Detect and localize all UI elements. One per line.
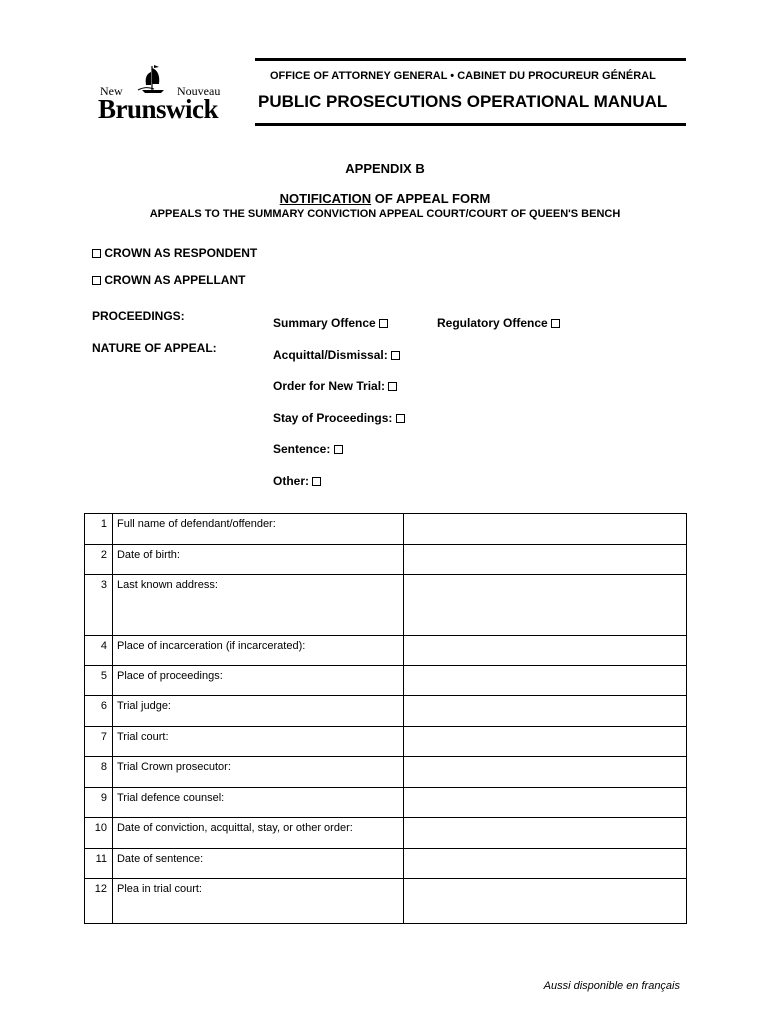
row-label: Trial Crown prosecutor:: [112, 757, 403, 788]
regulatory-offence-label: Regulatory Offence: [437, 316, 548, 330]
address-field[interactable]: [403, 575, 686, 636]
ship-emblem-icon: [134, 64, 170, 94]
row-label: Last known address:: [112, 575, 403, 636]
appendix-title: APPENDIX B: [345, 161, 425, 176]
form-title: [0, 191, 770, 206]
plea-field[interactable]: [403, 879, 686, 924]
office-title: OFFICE OF ATTORNEY GENERAL • CABINET DU PROCUREUR GÉNÉRAL: [270, 70, 656, 82]
incarceration-field[interactable]: [403, 636, 686, 666]
row-label: Place of proceedings:: [112, 666, 403, 696]
new-brunswick-logo: [98, 64, 246, 124]
checkbox-icon[interactable]: [334, 445, 343, 454]
table-row: [85, 514, 687, 545]
crown-respondent-option[interactable]: [92, 246, 257, 260]
appeal-details-table: [84, 513, 687, 924]
row-label: Trial defence counsel:: [112, 788, 403, 818]
row-number: 6: [85, 696, 113, 727]
row-label: Date of sentence:: [112, 849, 403, 879]
summary-offence-option[interactable]: [273, 316, 388, 330]
table-row: [85, 788, 687, 818]
table-row: [85, 636, 687, 666]
table-row: [85, 545, 687, 575]
table-row: [85, 727, 687, 757]
trial-judge-field[interactable]: [403, 696, 686, 727]
nature-option-label: Acquittal/Dismissal:: [273, 348, 388, 362]
row-number: 3: [85, 575, 113, 636]
checkbox-icon[interactable]: [312, 477, 321, 486]
nature-option-label: Stay of Proceedings:: [273, 411, 393, 425]
row-label: Date of birth:: [112, 545, 403, 575]
sentence-date-field[interactable]: [403, 849, 686, 879]
nature-option-label: Order for New Trial:: [273, 379, 386, 393]
row-label: Trial judge:: [112, 696, 403, 727]
trial-court-field[interactable]: [403, 727, 686, 757]
logo-new-text: New: [100, 84, 123, 98]
table-row: [85, 575, 687, 636]
nature-option-new-trial[interactable]: [273, 379, 397, 393]
row-number: 12: [85, 879, 113, 924]
checkbox-icon[interactable]: [379, 319, 388, 328]
row-label: Plea in trial court:: [112, 879, 403, 924]
defence-counsel-field[interactable]: [403, 788, 686, 818]
row-number: 8: [85, 757, 113, 788]
checkbox-icon[interactable]: [92, 276, 101, 285]
form-title-underlined: NOTIFICATION: [279, 191, 372, 206]
row-number: 4: [85, 636, 113, 666]
defendant-name-field[interactable]: [403, 514, 686, 545]
table-row: [85, 879, 687, 924]
row-label: Place of incarceration (if incarcerated):: [112, 636, 403, 666]
row-number: 10: [85, 818, 113, 849]
order-date-field[interactable]: [403, 818, 686, 849]
header-rule-bottom: [255, 123, 686, 126]
french-availability-note: Aussi disponible en français: [543, 980, 680, 992]
logo-brunswick-text: Brunswick: [98, 94, 219, 124]
nature-option-label: Sentence:: [273, 442, 331, 456]
nature-option-sentence[interactable]: [273, 442, 343, 456]
nature-option-other[interactable]: [273, 474, 321, 488]
nature-of-appeal-label: NATURE OF APPEAL:: [92, 341, 217, 355]
row-number: 9: [85, 788, 113, 818]
place-of-proceedings-field[interactable]: [403, 666, 686, 696]
row-number: 11: [85, 849, 113, 879]
checkbox-icon[interactable]: [391, 351, 400, 360]
form-title-rest: OF APPEAL FORM: [371, 191, 491, 206]
row-number: 5: [85, 666, 113, 696]
nature-option-label: Other:: [273, 474, 309, 488]
checkbox-icon[interactable]: [92, 249, 101, 258]
summary-offence-label: Summary Offence: [273, 316, 376, 330]
table-row: [85, 696, 687, 727]
proceedings-label: PROCEEDINGS:: [92, 309, 185, 323]
checkbox-icon[interactable]: [551, 319, 560, 328]
table-row: [85, 849, 687, 879]
row-label: Full name of defendant/offender:: [112, 514, 403, 545]
table-row: [85, 666, 687, 696]
manual-title: PUBLIC PROSECUTIONS OPERATIONAL MANUAL: [258, 92, 668, 111]
header-rule-top: [255, 58, 686, 61]
table-row: [85, 818, 687, 849]
logo-nouveau-text: Nouveau: [177, 84, 221, 98]
crown-appellant-option[interactable]: [92, 273, 245, 287]
table-row: [85, 757, 687, 788]
crown-prosecutor-field[interactable]: [403, 757, 686, 788]
nature-option-stay[interactable]: [273, 411, 405, 425]
nature-option-acquittal[interactable]: [273, 348, 400, 362]
crown-appellant-label: CROWN AS APPELLANT: [104, 273, 246, 287]
form-subtitle: APPEALS TO THE SUMMARY CONVICTION APPEAL COURT/COURT OF QUEEN'S BENCH: [149, 208, 621, 220]
checkbox-icon[interactable]: [396, 414, 405, 423]
row-number: 1: [85, 514, 113, 545]
row-number: 2: [85, 545, 113, 575]
checkbox-icon[interactable]: [388, 382, 397, 391]
row-label: Trial court:: [112, 727, 403, 757]
regulatory-offence-option[interactable]: [437, 316, 560, 330]
crown-respondent-label: CROWN AS RESPONDENT: [104, 246, 258, 260]
row-number: 7: [85, 727, 113, 757]
date-of-birth-field[interactable]: [403, 545, 686, 575]
row-label: Date of conviction, acquittal, stay, or other order:: [112, 818, 403, 849]
